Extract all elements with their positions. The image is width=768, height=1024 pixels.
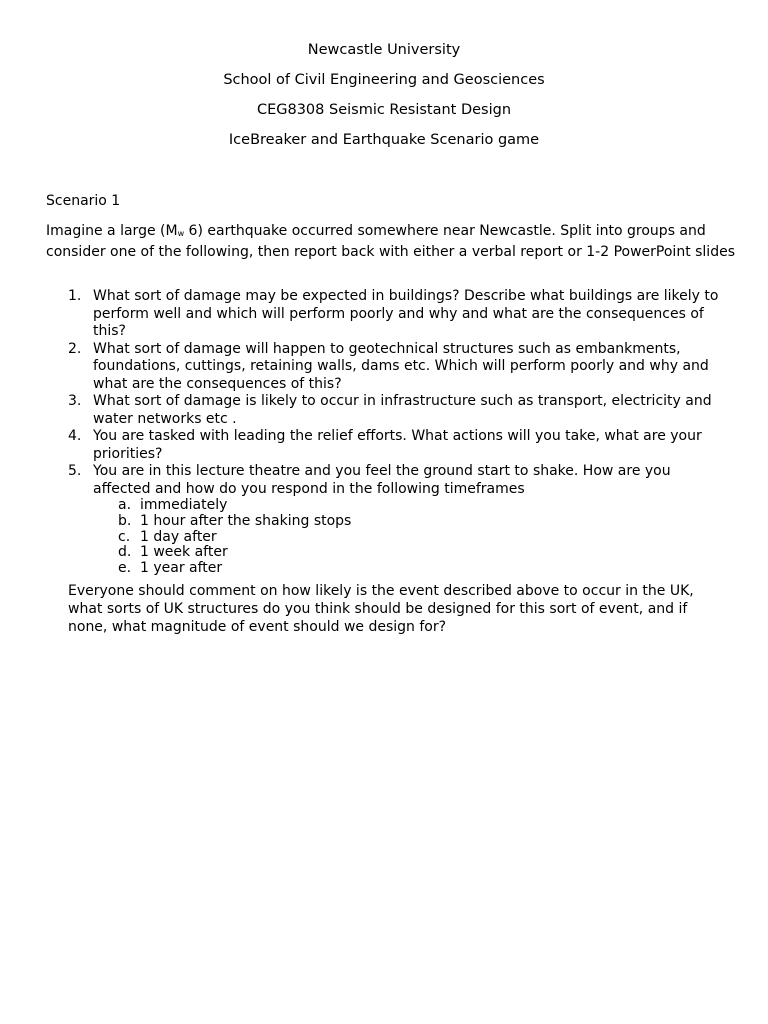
magnitude-subscript: w — [177, 229, 185, 238]
intro-text-part2: 6) earthquake occurred somewhere near Newcastle. Split into groups and consider one of the following, then report back with either a verbal report or 1-2 PowerPoint slides — [46, 223, 735, 260]
question-number: 5. — [68, 463, 82, 479]
module-title: CEG8308 Seismic Resistant Design — [256, 102, 512, 118]
question-list — [68, 288, 728, 577]
timeframe-letter: c. — [118, 528, 131, 545]
question-text: You are tasked with leading the relief efforts. What actions will you take, what are your priorities? — [93, 428, 702, 462]
question-item — [68, 288, 728, 341]
question-number: 2. — [68, 340, 82, 357]
timeframe-item — [118, 530, 728, 546]
question-text: What sort of damage will happen to geotechnical structures such as embankments, foundations, cuttings, retaining walls, dams etc. Which will perform poorly and why and what are the consequences of this? — [93, 340, 709, 392]
timeframe-letter: d. — [118, 544, 132, 561]
school-name: School of Civil Engineering and Geosciences — [223, 72, 545, 88]
document-header — [0, 41, 768, 161]
question-number: 3. — [68, 393, 82, 409]
question-item — [68, 341, 728, 394]
timeframe-letter: e. — [118, 560, 132, 577]
timeframe-item — [118, 498, 728, 514]
game-title: IceBreaker and Earthquake Scenario game — [228, 132, 540, 148]
timeframe-letter: a. — [118, 497, 132, 513]
timeframe-text: 1 year after — [140, 560, 223, 577]
question-text: You are in this lecture theatre and you feel the ground start to shake. How are you affected and how do you respond in the following timeframes — [93, 463, 671, 497]
timeframe-text: 1 week after — [140, 544, 228, 561]
timeframe-text: immediately — [140, 497, 228, 513]
scenario-label: Scenario 1 — [46, 193, 121, 209]
timeframe-item — [118, 545, 728, 561]
timeframe-item — [118, 514, 728, 530]
question-text: What sort of damage is likely to occur in infrastructure such as transport, electricity and water networks etc . — [93, 393, 712, 427]
timeframe-text: 1 day after — [140, 528, 217, 545]
question-number: 1. — [68, 288, 82, 304]
timeframe-letter: b. — [118, 512, 132, 529]
question-item — [68, 463, 728, 577]
timeframe-list — [93, 498, 728, 577]
intro-text-part1: Imagine a large (M — [46, 223, 178, 239]
scenario-intro — [46, 222, 736, 261]
question-text: What sort of damage may be expected in buildings? Describe what buildings are likely to perform well and which will perform poorly and why and what are the consequences of this? — [93, 288, 719, 339]
university-name: Newcastle University — [307, 42, 461, 58]
question-number: 4. — [68, 428, 82, 444]
question-item — [68, 393, 728, 428]
closing-paragraph: Everyone should comment on how likely is the event described above to occur in the UK, what sorts of UK structures do you think should be designed for this sort of event, and if none, what magnitude of event should we design for? — [68, 583, 694, 635]
question-item — [68, 428, 728, 463]
timeframe-text: 1 hour after the shaking stops — [140, 512, 352, 529]
timeframe-item — [118, 561, 728, 577]
